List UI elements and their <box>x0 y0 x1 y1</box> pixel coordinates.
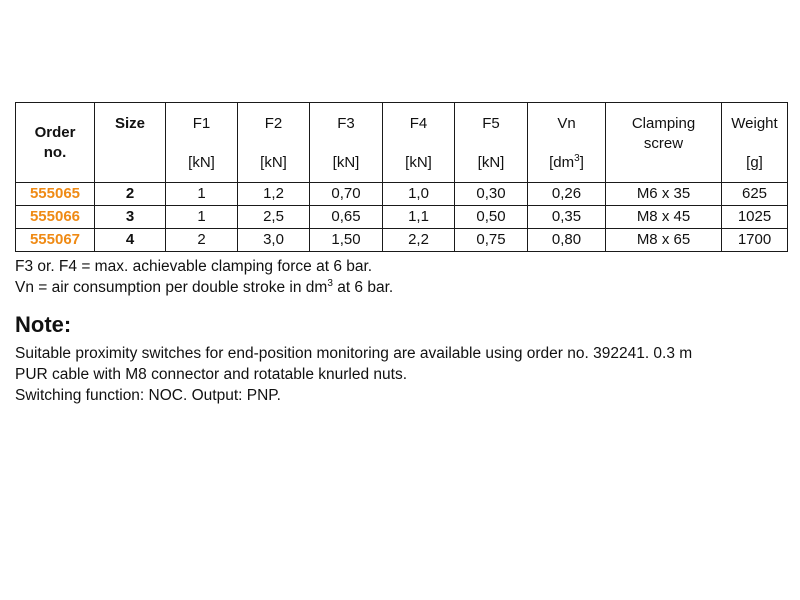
f1-cell: 1 <box>166 206 238 229</box>
header-order-no: Order no. <box>16 103 95 183</box>
size-cell: 3 <box>95 206 166 229</box>
size-cell: 2 <box>95 183 166 206</box>
table-footnotes <box>15 256 393 298</box>
vn-cell: 0,80 <box>528 229 606 252</box>
header-weight: Weight [g] <box>722 103 788 183</box>
header-f4-unit: [kN] <box>405 154 432 171</box>
f5-cell: 0,50 <box>455 206 528 229</box>
vn-cell: 0,35 <box>528 206 606 229</box>
header-f5-unit: [kN] <box>477 154 505 171</box>
header-f3: F3 [kN] <box>310 103 383 183</box>
f4-cell: 2,2 <box>383 229 455 252</box>
order-number-cell[interactable]: 555066 <box>16 206 95 229</box>
f5-cell: 0,30 <box>455 183 528 206</box>
table-row <box>16 229 788 252</box>
size-cell: 4 <box>95 229 166 252</box>
clamping-screw-cell: M8 x 45 <box>606 206 722 229</box>
vn-cell: 0,26 <box>528 183 606 206</box>
header-f2: F2 [kN] <box>238 103 310 183</box>
header-f5: F5 [kN] <box>455 103 528 183</box>
header-weight-unit: [g] <box>746 154 763 171</box>
note-heading: Note: <box>15 312 72 337</box>
header-f4: F4 [kN] <box>383 103 455 183</box>
f2-cell: 3,0 <box>238 229 310 252</box>
footnote-clamping-force: F3 or. F4 = max. achievable clamping force at 6 bar. <box>15 258 373 275</box>
header-f2-unit: [kN] <box>260 154 287 171</box>
note-line: Switching function: NOC. Output: PNP. <box>15 387 281 404</box>
f2-cell: 2,5 <box>238 206 310 229</box>
order-number-cell[interactable]: 555067 <box>16 229 95 252</box>
header-f3-unit: [kN] <box>332 154 360 171</box>
note-line: Suitable proximity switches for end-position monitoring are available using order no. 392241. 0.3 m <box>15 345 693 362</box>
f4-cell: 1,0 <box>383 183 455 206</box>
header-clamping-screw: Clamping screw <box>606 103 722 183</box>
f1-cell: 1 <box>166 183 238 206</box>
f3-cell: 0,70 <box>310 183 383 206</box>
header-size: Size <box>95 103 166 183</box>
f5-cell: 0,75 <box>455 229 528 252</box>
f3-cell: 1,50 <box>310 229 383 252</box>
f4-cell: 1,1 <box>383 206 455 229</box>
header-f1-unit: [kN] <box>188 154 215 171</box>
table-row <box>16 206 788 229</box>
header-f1: F1 [kN] <box>166 103 238 183</box>
clamping-screw-cell: M6 x 35 <box>606 183 722 206</box>
f2-cell: 1,2 <box>238 183 310 206</box>
table-header-row <box>16 103 788 183</box>
f1-cell: 2 <box>166 229 238 252</box>
order-number-cell[interactable]: 555065 <box>16 183 95 206</box>
f3-cell: 0,65 <box>310 206 383 229</box>
weight-cell: 625 <box>722 183 788 206</box>
note-line: PUR cable with M8 connector and rotatable knurled nuts. <box>15 366 408 383</box>
table-row <box>16 183 788 206</box>
clamping-screw-cell: M8 x 65 <box>606 229 722 252</box>
weight-cell: 1025 <box>722 206 788 229</box>
specification-table <box>15 102 788 252</box>
header-vn-unit: $[dm^3]$ <box>549 153 584 171</box>
note-body <box>15 343 692 406</box>
weight-cell: 1700 <box>722 229 788 252</box>
footnote-air-consumption: Vn = air consumption per double stroke in $dm^3$ at 6 bar. <box>15 277 394 296</box>
header-vn: Vn $[dm^3]$ <box>528 103 606 183</box>
